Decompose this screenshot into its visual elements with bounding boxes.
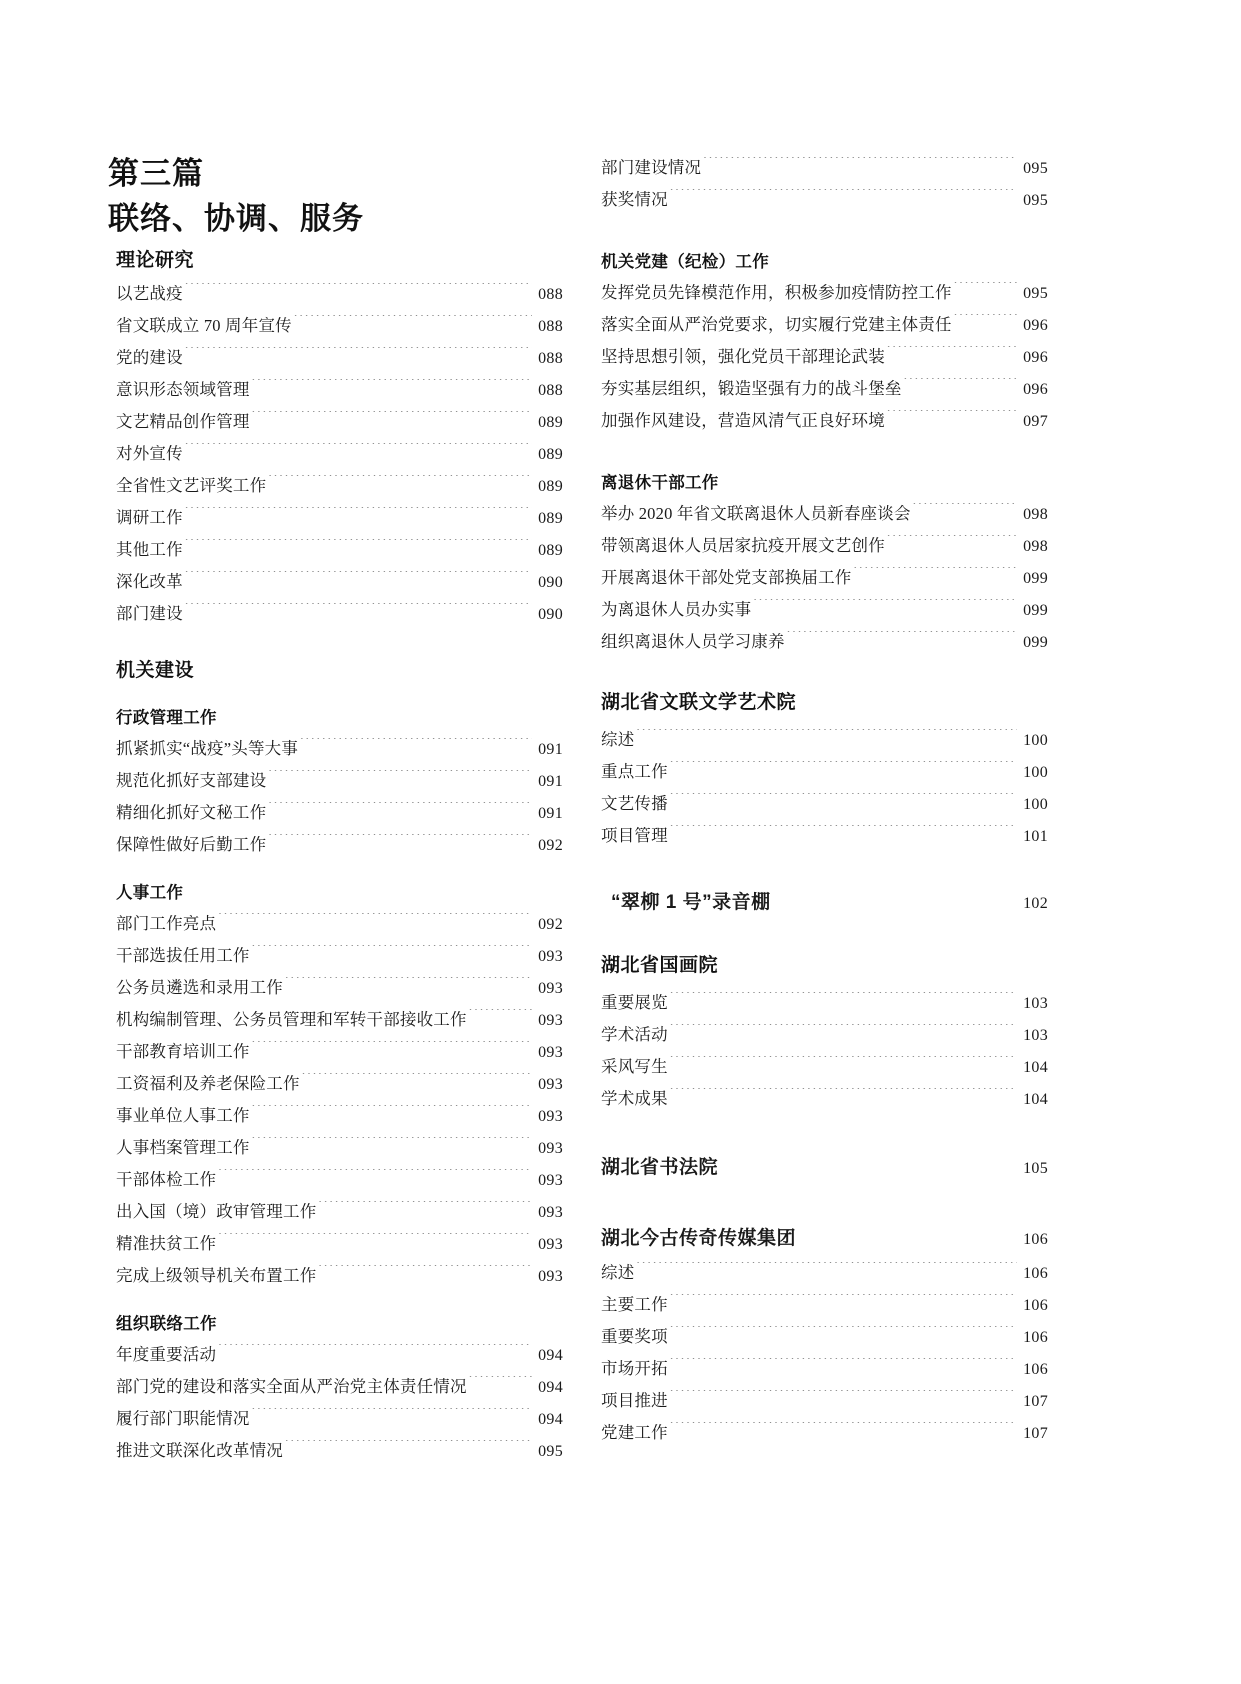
toc-entry-title: 推进文联深化改革情况	[116, 1441, 283, 1460]
toc-entry[interactable]	[116, 342, 563, 374]
toc-entry[interactable]	[116, 829, 563, 861]
toc-entry[interactable]	[116, 1036, 563, 1068]
toc-entry[interactable]	[116, 502, 563, 534]
leader-dots	[635, 729, 1017, 746]
spacer	[593, 852, 1048, 886]
toc-entry[interactable]	[116, 733, 563, 765]
toc-entry-title: 保障性做好后勤工作	[116, 835, 267, 854]
leader-dots	[886, 535, 1017, 552]
toc-entry-page: 097	[1023, 413, 1048, 430]
toc-entry-page: 096	[1023, 381, 1048, 398]
leader-dots	[903, 378, 1017, 395]
toc-entry-title: 综述	[601, 730, 635, 749]
toc-entry-page: 091	[538, 805, 563, 822]
toc-entry-page: 106	[1023, 1265, 1048, 1282]
toc-entry-title: 开展离退休干部处党支部换届工作	[601, 568, 852, 587]
toc-entry[interactable]	[601, 277, 1048, 309]
toc-entry-page: 088	[538, 350, 563, 367]
left-column	[108, 0, 563, 1684]
toc-entry-page: 089	[538, 510, 563, 527]
toc-entry-page: 103	[1023, 995, 1048, 1012]
toc-entry[interactable]	[116, 765, 563, 797]
toc-entry-title: 主要工作	[601, 1295, 668, 1314]
toc-entry[interactable]	[601, 341, 1048, 373]
leader-dots	[468, 1009, 532, 1026]
leader-dots	[702, 157, 1017, 174]
leader-dots	[284, 977, 532, 994]
org-title: 湖北今古传奇传媒集团	[601, 1228, 797, 1249]
spacer	[593, 1115, 1048, 1151]
leader-dots	[293, 315, 532, 332]
toc-entry-title: 履行部门职能情况	[116, 1409, 250, 1428]
toc-entry[interactable]	[601, 1321, 1048, 1353]
toc-entry-title: 省文联成立 70 周年宣传	[116, 316, 292, 335]
subsection-heading-administrative-work: 行政管理工作	[116, 709, 217, 727]
leader-dots	[317, 1201, 532, 1218]
leader-dots	[669, 189, 1017, 206]
toc-entry-page: 094	[538, 1347, 563, 1364]
toc-entry[interactable]	[601, 373, 1048, 405]
org-page: 105	[1023, 1160, 1048, 1177]
toc-entry-title: 意识形态领域管理	[116, 380, 250, 399]
leader-dots	[786, 631, 1017, 648]
toc-entry-title: 项目推进	[601, 1391, 668, 1410]
toc-entry-title: 举办 2020 年省文联离退休人员新春座谈会	[601, 504, 911, 523]
toc-entry-title: 重要展览	[601, 993, 668, 1012]
toc-entry-page: 104	[1023, 1091, 1048, 1108]
leader-dots	[251, 1041, 532, 1058]
toc-entry-title: 市场开拓	[601, 1359, 668, 1378]
leader-dots	[719, 1157, 1017, 1174]
leader-dots	[251, 945, 532, 962]
toc-entry-title: 党建工作	[601, 1423, 668, 1442]
org-title: “翠柳 1 号”录音棚	[611, 892, 771, 913]
toc-entry-title: 党的建设	[116, 348, 183, 367]
leader-dots	[669, 1024, 1017, 1041]
toc-list-administrative-work	[108, 733, 563, 861]
org-heading-literature-art-academy: 湖北省文联文学艺术院	[601, 692, 797, 713]
toc-entry-title: 综述	[601, 1263, 635, 1282]
org-heading-painting-academy: 湖北省国画院	[601, 955, 719, 976]
toc-entry-title: 坚持思想引领，强化党员干部理论武装	[601, 347, 885, 366]
leader-dots	[217, 1233, 532, 1250]
toc-entry-page: 094	[538, 1379, 563, 1396]
leader-dots	[669, 1056, 1017, 1073]
toc-entry[interactable]	[601, 1083, 1048, 1115]
toc-entry-page: 099	[1023, 634, 1048, 651]
toc-list-organization-liaison-work	[108, 1339, 563, 1467]
toc-entry-page: 091	[538, 741, 563, 758]
toc-entry-title: 公务员遴选和录用工作	[116, 978, 283, 997]
toc-entry-title: 部门建设	[116, 604, 183, 623]
org-entry-recording-studio[interactable]	[611, 886, 1048, 921]
toc-entry-title: 精细化抓好文秘工作	[116, 803, 267, 822]
leader-dots	[184, 443, 532, 460]
toc-entry-title: 加强作风建设，营造风清气正良好环境	[601, 411, 885, 430]
toc-entry[interactable]	[116, 1435, 563, 1467]
toc-entry-page: 093	[538, 1268, 563, 1285]
leader-dots	[251, 1408, 532, 1425]
toc-entry[interactable]	[601, 562, 1048, 594]
toc-entry-page: 093	[538, 1204, 563, 1221]
toc-entry[interactable]	[601, 987, 1048, 1019]
toc-entry[interactable]	[601, 1257, 1048, 1289]
toc-entry[interactable]	[601, 1353, 1048, 1385]
leader-dots	[217, 1169, 532, 1186]
leader-dots	[752, 599, 1017, 616]
toc-entry-title: 文艺精品创作管理	[116, 412, 250, 431]
toc-entry-page: 098	[1023, 506, 1048, 523]
part-number: 第三篇	[108, 156, 204, 191]
toc-entry-title: 项目管理	[601, 826, 668, 845]
toc-list-painting-academy	[593, 987, 1048, 1115]
toc-entry[interactable]	[601, 1019, 1048, 1051]
toc-entry-page: 090	[538, 574, 563, 591]
leader-dots	[284, 1440, 532, 1457]
toc-entry-page: 088	[538, 286, 563, 303]
toc-entry[interactable]	[601, 594, 1048, 626]
toc-entry-title: 采风写生	[601, 1057, 668, 1076]
toc-entry-page: 089	[538, 478, 563, 495]
toc-entry-title: 部门建设情况	[601, 158, 702, 177]
toc-entry[interactable]	[116, 972, 563, 1004]
leader-dots	[669, 1390, 1017, 1407]
toc-entry[interactable]	[601, 184, 1048, 216]
leader-dots	[912, 503, 1017, 520]
leader-dots	[217, 913, 532, 930]
leader-dots	[669, 825, 1017, 842]
toc-entry-page: 093	[538, 1012, 563, 1029]
toc-entry-page: 093	[538, 1140, 563, 1157]
toc-entry-page: 092	[538, 837, 563, 854]
leader-dots	[772, 892, 1017, 909]
toc-entry-title: 部门党的建设和落实全面从严治党主体责任情况	[116, 1377, 467, 1396]
subsection-heading-personnel-work: 人事工作	[116, 884, 184, 902]
toc-entry-page: 098	[1023, 538, 1048, 555]
right-column	[593, 0, 1048, 1684]
leader-dots	[669, 793, 1017, 810]
toc-entry-page: 089	[538, 414, 563, 431]
toc-entry-title: 规范化抓好支部建设	[116, 771, 267, 790]
toc-entry-title: 干部教育培训工作	[116, 1042, 250, 1061]
toc-entry[interactable]	[601, 724, 1048, 756]
subsection-heading-party-building-work: 机关党建（纪检）工作	[601, 253, 769, 271]
toc-entry-page: 107	[1023, 1425, 1048, 1442]
toc-entry-page: 093	[538, 948, 563, 965]
toc-entry[interactable]	[116, 1004, 563, 1036]
toc-entry[interactable]	[116, 1196, 563, 1228]
toc-entry-page: 094	[538, 1411, 563, 1428]
leader-dots	[635, 1262, 1017, 1279]
leader-dots	[251, 1137, 532, 1154]
toc-entry[interactable]	[116, 1164, 563, 1196]
toc-entry-page: 089	[538, 446, 563, 463]
toc-entry-page: 100	[1023, 732, 1048, 749]
toc-entry[interactable]	[116, 438, 563, 470]
toc-entry[interactable]	[601, 626, 1048, 658]
toc-entry-title: 以艺战疫	[116, 284, 183, 303]
toc-entry-title: 带领离退休人员居家抗疫开展文艺创作	[601, 536, 885, 555]
toc-entry-title: 为离退休人员办实事	[601, 600, 752, 619]
toc-entry-page: 092	[538, 916, 563, 933]
toc-entry[interactable]	[601, 152, 1048, 184]
toc-list-media-group	[593, 1257, 1048, 1449]
leader-dots	[669, 1326, 1017, 1343]
toc-entry[interactable]	[601, 1417, 1048, 1449]
leader-dots	[184, 283, 532, 300]
leader-dots	[217, 1344, 532, 1361]
toc-entry[interactable]	[116, 908, 563, 940]
leader-dots	[251, 1105, 532, 1122]
toc-entry-title: 人事档案管理工作	[116, 1138, 250, 1157]
leader-dots	[853, 567, 1018, 584]
toc-entry-title: 重点工作	[601, 762, 668, 781]
toc-entry-title: 机构编制管理、公务员管理和军转干部接收工作	[116, 1010, 467, 1029]
toc-list-party-building-work	[593, 277, 1048, 437]
subsection-heading-organization-liaison-work: 组织联络工作	[116, 1315, 217, 1333]
toc-entry-title: 抓紧抓实“战疫”头等大事	[116, 739, 299, 758]
toc-entry[interactable]	[601, 788, 1048, 820]
toc-entry-page: 093	[538, 1076, 563, 1093]
subsection-heading-retired-cadres-work: 离退休干部工作	[601, 474, 719, 492]
toc-entry-page: 091	[538, 773, 563, 790]
toc-entry[interactable]	[601, 1051, 1048, 1083]
toc-entry[interactable]	[601, 498, 1048, 530]
toc-entry[interactable]	[116, 797, 563, 829]
toc-entry[interactable]	[116, 278, 563, 310]
leader-dots	[184, 571, 532, 588]
org-page: 106	[1023, 1231, 1048, 1248]
org-entry-calligraphy-academy[interactable]	[601, 1151, 1048, 1186]
toc-entry-page: 093	[538, 980, 563, 997]
toc-entry[interactable]	[116, 598, 563, 630]
leader-dots	[251, 411, 532, 428]
toc-entry-page: 100	[1023, 764, 1048, 781]
toc-entry-page: 096	[1023, 349, 1048, 366]
toc-entry-page: 093	[538, 1108, 563, 1125]
leader-dots	[953, 282, 1017, 299]
toc-entry-title: 出入国（境）政审管理工作	[116, 1202, 317, 1221]
toc-entry-page: 106	[1023, 1297, 1048, 1314]
leader-dots	[184, 507, 532, 524]
toc-entry-page: 090	[538, 606, 563, 623]
toc-entry-title: 对外宣传	[116, 444, 183, 463]
toc-entry-title: 工资福利及养老保险工作	[116, 1074, 300, 1093]
toc-entry[interactable]	[116, 406, 563, 438]
toc-entry-page: 088	[538, 318, 563, 335]
toc-entry-title: 组织离退休人员学习康养	[601, 632, 785, 651]
toc-entry[interactable]	[116, 1228, 563, 1260]
toc-entry-title: 重要奖项	[601, 1327, 668, 1346]
toc-entry-page: 101	[1023, 828, 1048, 845]
toc-entry[interactable]	[116, 566, 563, 598]
leader-dots	[797, 1228, 1017, 1245]
toc-entry-title: 完成上级领导机关布置工作	[116, 1266, 317, 1285]
section-heading-theory-research: 理论研究	[116, 250, 195, 271]
toc-entry[interactable]	[116, 470, 563, 502]
leader-dots	[184, 539, 532, 556]
toc-entry-page: 088	[538, 382, 563, 399]
toc-entry-title: 调研工作	[116, 508, 183, 527]
leader-dots	[669, 761, 1017, 778]
leader-dots	[886, 410, 1017, 427]
org-title: 湖北省书法院	[601, 1157, 719, 1178]
toc-entry[interactable]	[116, 1371, 563, 1403]
leader-dots	[301, 1073, 532, 1090]
org-page: 102	[1023, 895, 1048, 912]
toc-entry[interactable]	[116, 310, 563, 342]
toc-entry[interactable]	[601, 405, 1048, 437]
toc-entry[interactable]	[116, 940, 563, 972]
toc-entry-page: 099	[1023, 602, 1048, 619]
toc-entry[interactable]	[116, 1403, 563, 1435]
toc-list-retired-cadres-work	[593, 498, 1048, 658]
leader-dots	[317, 1265, 532, 1282]
toc-entry-title: 发挥党员先锋模范作用，积极参加疫情防控工作	[601, 283, 952, 302]
toc-list-theory-research	[108, 278, 563, 630]
toc-entry-page: 107	[1023, 1393, 1048, 1410]
toc-entry-page: 106	[1023, 1329, 1048, 1346]
toc-entry[interactable]	[601, 820, 1048, 852]
leader-dots	[184, 603, 532, 620]
section-heading-agency-building: 机关建设	[116, 660, 195, 681]
toc-list-personnel-work	[108, 908, 563, 1292]
leader-dots	[267, 802, 532, 819]
toc-entry-title: 精准扶贫工作	[116, 1234, 217, 1253]
leader-dots	[184, 347, 532, 364]
toc-entry[interactable]	[116, 1339, 563, 1371]
toc-entry-title: 年度重要活动	[116, 1345, 217, 1364]
toc-entry[interactable]	[116, 1100, 563, 1132]
part-title: 联络、协调、服务	[108, 201, 364, 236]
toc-entry[interactable]	[601, 756, 1048, 788]
toc-entry-page: 093	[538, 1044, 563, 1061]
toc-entry-page: 100	[1023, 796, 1048, 813]
leader-dots	[468, 1376, 532, 1393]
toc-entry-title: 事业单位人事工作	[116, 1106, 250, 1125]
toc-entry[interactable]	[116, 374, 563, 406]
toc-entry[interactable]	[116, 1132, 563, 1164]
toc-entry-title: 夯实基层组织，锻造坚强有力的战斗堡垒	[601, 379, 902, 398]
leader-dots	[953, 314, 1017, 331]
toc-entry-page: 103	[1023, 1027, 1048, 1044]
leader-dots	[267, 475, 532, 492]
toc-entry-title: 全省性文艺评奖工作	[116, 476, 267, 495]
toc-entry-title: 深化改革	[116, 572, 183, 591]
toc-entry-page: 093	[538, 1172, 563, 1189]
toc-entry[interactable]	[116, 1068, 563, 1100]
toc-entry-page: 095	[538, 1443, 563, 1460]
leader-dots	[669, 1294, 1017, 1311]
toc-entry[interactable]	[601, 1385, 1048, 1417]
toc-entry-page: 099	[1023, 570, 1048, 587]
leader-dots	[669, 1358, 1017, 1375]
toc-entry-title: 学术活动	[601, 1025, 668, 1044]
toc-entry[interactable]	[116, 1260, 563, 1292]
toc-entry-page: 106	[1023, 1361, 1048, 1378]
toc-entry[interactable]	[601, 530, 1048, 562]
leader-dots	[251, 379, 532, 396]
toc-list-literature-art-academy	[593, 724, 1048, 852]
org-entry-media-group[interactable]	[601, 1222, 1048, 1257]
leader-dots	[669, 1088, 1017, 1105]
leader-dots	[886, 346, 1017, 363]
toc-entry[interactable]	[601, 309, 1048, 341]
leader-dots	[299, 738, 532, 755]
leader-dots	[669, 1422, 1017, 1439]
toc-entry-page: 089	[538, 542, 563, 559]
toc-entry-title: 文艺传播	[601, 794, 668, 813]
toc-entry-page: 095	[1023, 192, 1048, 209]
toc-entry-title: 部门工作亮点	[116, 914, 217, 933]
toc-entry-page: 096	[1023, 317, 1048, 334]
toc-entry-title: 获奖情况	[601, 190, 668, 209]
toc-entry-title: 落实全面从严治党要求，切实履行党建主体责任	[601, 315, 952, 334]
toc-entry-title: 干部体检工作	[116, 1170, 217, 1189]
leader-dots	[267, 834, 532, 851]
toc-entry-title: 学术成果	[601, 1089, 668, 1108]
leader-dots	[669, 992, 1017, 1009]
toc-entry[interactable]	[601, 1289, 1048, 1321]
toc-entry-page: 104	[1023, 1059, 1048, 1076]
toc-entry[interactable]	[116, 534, 563, 566]
toc-list-continued	[593, 152, 1048, 216]
spacer	[593, 1186, 1048, 1222]
leader-dots	[267, 770, 532, 787]
toc-entry-title: 其他工作	[116, 540, 183, 559]
toc-entry-title: 干部选拔任用工作	[116, 946, 250, 965]
toc-entry-page: 095	[1023, 285, 1048, 302]
toc-entry-page: 095	[1023, 160, 1048, 177]
toc-entry-page: 093	[538, 1236, 563, 1253]
